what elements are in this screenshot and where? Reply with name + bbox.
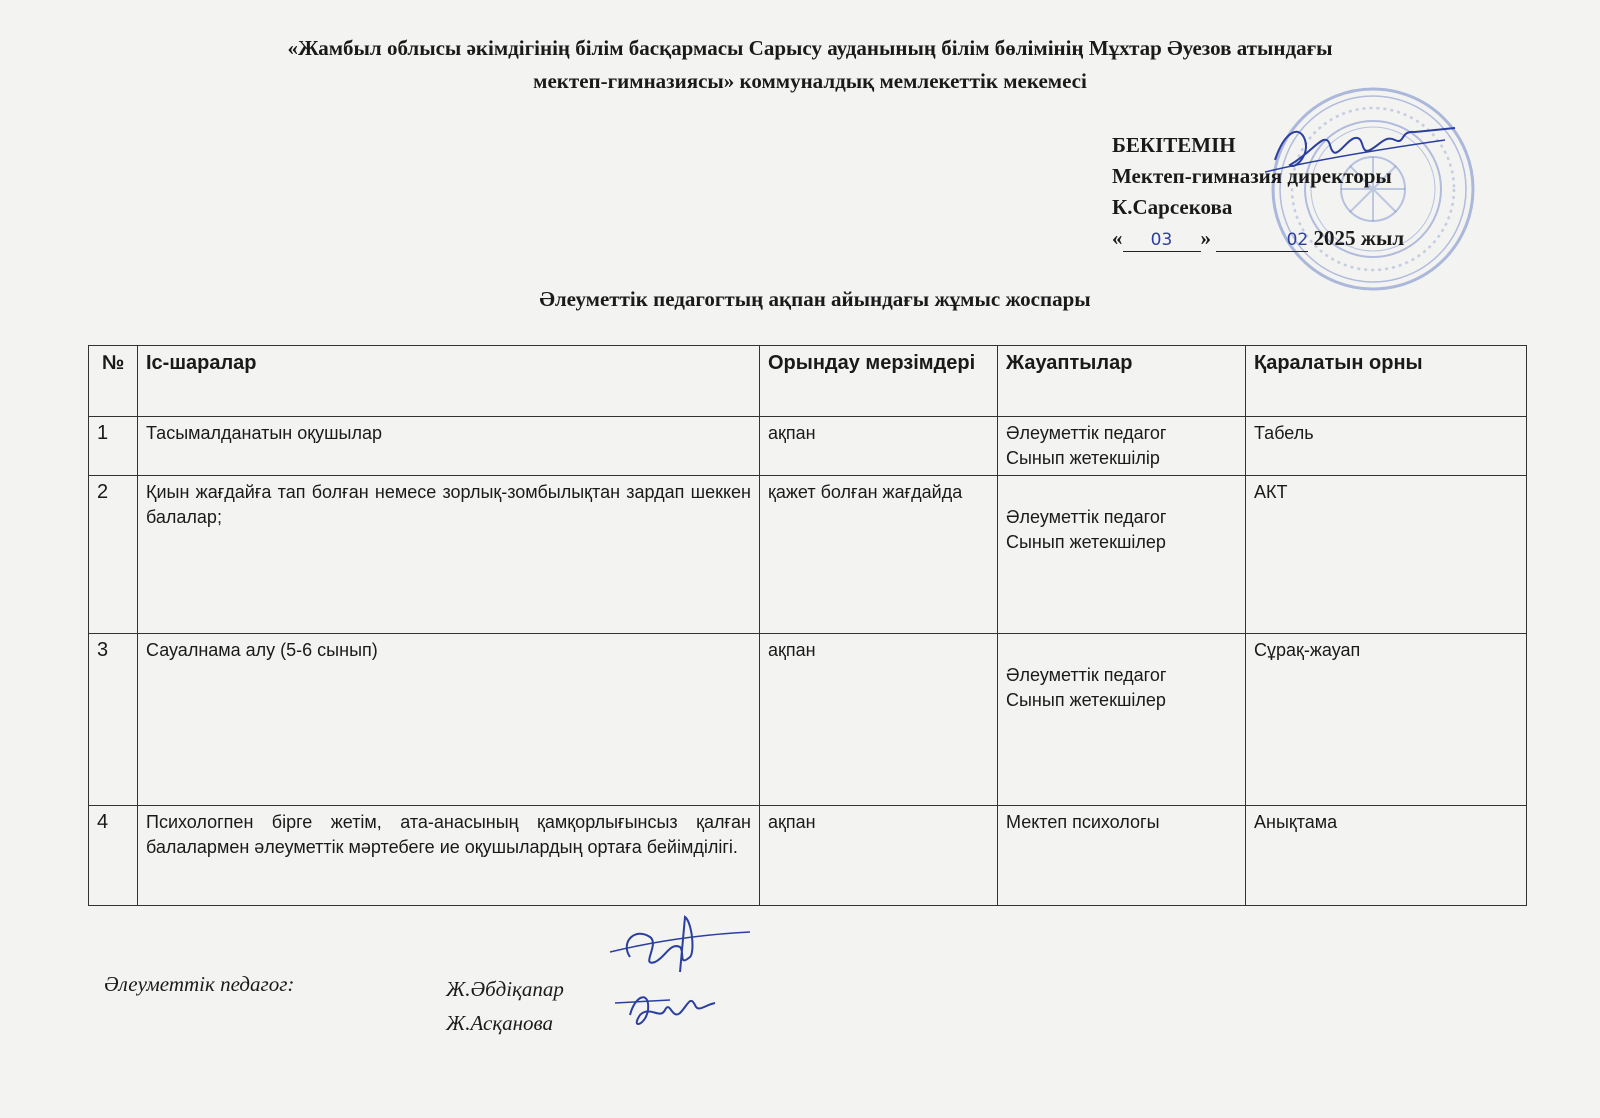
table-row [89,417,1527,476]
header-number: № [89,346,138,417]
header-review-place: Қаралатын орны [1246,346,1527,417]
row-number: 1 [89,417,138,476]
responsible-line: Сынып жетекшілір [1006,448,1160,468]
responsible-line: Әлеуметтік педагог [1006,423,1167,443]
responsible-line: Сынып жетекшілер [1006,690,1166,710]
row-responsible [998,806,1246,906]
approval-position: Мектеп-гимназия директоры [1112,164,1392,188]
signature-2-icon [610,975,730,1045]
responsible-line: Сынып жетекшілер [1006,532,1166,552]
row-deadline: ақпан [760,806,998,906]
row-place: Анықтама [1246,806,1527,906]
responsible-line: Әлеуметтік педагог [1006,665,1167,685]
header-line-1: «Жамбыл облысы әкімдігінің білім басқармасы Сарысу ауданының білім бөлімінің Мұхтар Әуезов атындағы [287,36,1333,60]
row-activity: Сауалнама алу (5-6 сынып) [138,634,760,806]
header-deadlines: Орындау мерзімдері [760,346,998,417]
table-row [89,806,1527,906]
director-signature-icon [1255,110,1475,200]
date-year: 2025 жыл [1313,226,1405,250]
date-month: 02 [1216,229,1308,252]
approval-title: БЕКІТЕМІН [1112,133,1236,157]
row-responsible [998,634,1246,806]
row-number: 2 [89,476,138,634]
date-day: 03 [1123,229,1201,252]
row-deadline: ақпан [760,634,998,806]
footer-role: Әлеуметтік педагог: [104,972,295,996]
signatory-name-1: Ж.Әбдіқапар [446,977,564,1001]
row-activity: Психологпен бірге жетім, ата-анасының қамқорлығынсыз қалған балалармен әлеуметтік мәртебеге ие оқушылардың ортаға бейімділігі. [138,806,760,906]
row-place: Сұрақ-жауап [1246,634,1527,806]
row-place: АКТ [1246,476,1527,634]
row-activity: Қиын жағдайға тап болған немесе зорлық-зомбылықтан зардап шеккен балалар; [138,476,760,634]
row-number: 4 [89,806,138,906]
signatory-name-2: Ж.Асқанова [446,1011,554,1035]
row-deadline: қажет болған жағдайда [760,476,998,634]
header-responsible: Жауаптылар [998,346,1246,417]
date-close-quote: » [1200,226,1211,250]
responsible-line: Әлеуметтік педагог [1006,507,1167,527]
table-row [89,634,1527,806]
row-responsible [998,417,1246,476]
row-activity: Тасымалданатын оқушылар [138,417,760,476]
row-place: Табель [1246,417,1527,476]
page-title: Әлеуметтік педагогтың ақпан айындағы жұмыс жоспары [539,287,1091,311]
date-open-quote: « [1112,226,1123,250]
row-deadline: ақпан [760,417,998,476]
row-responsible [998,476,1246,634]
work-plan-table [88,345,1527,906]
row-number: 3 [89,634,138,806]
approval-name: К.Сарсекова [1112,195,1233,219]
responsible-line: Мектеп психологы [1006,812,1160,832]
table-header-row [89,346,1527,417]
header-activities: Іс-шаралар [138,346,760,417]
header-line-2: мектеп-гимназиясы» коммуналдық мемлекеттік мекемесі [533,69,1087,93]
table-row [89,476,1527,634]
approval-date [1112,223,1492,254]
footer-names [446,972,564,1040]
